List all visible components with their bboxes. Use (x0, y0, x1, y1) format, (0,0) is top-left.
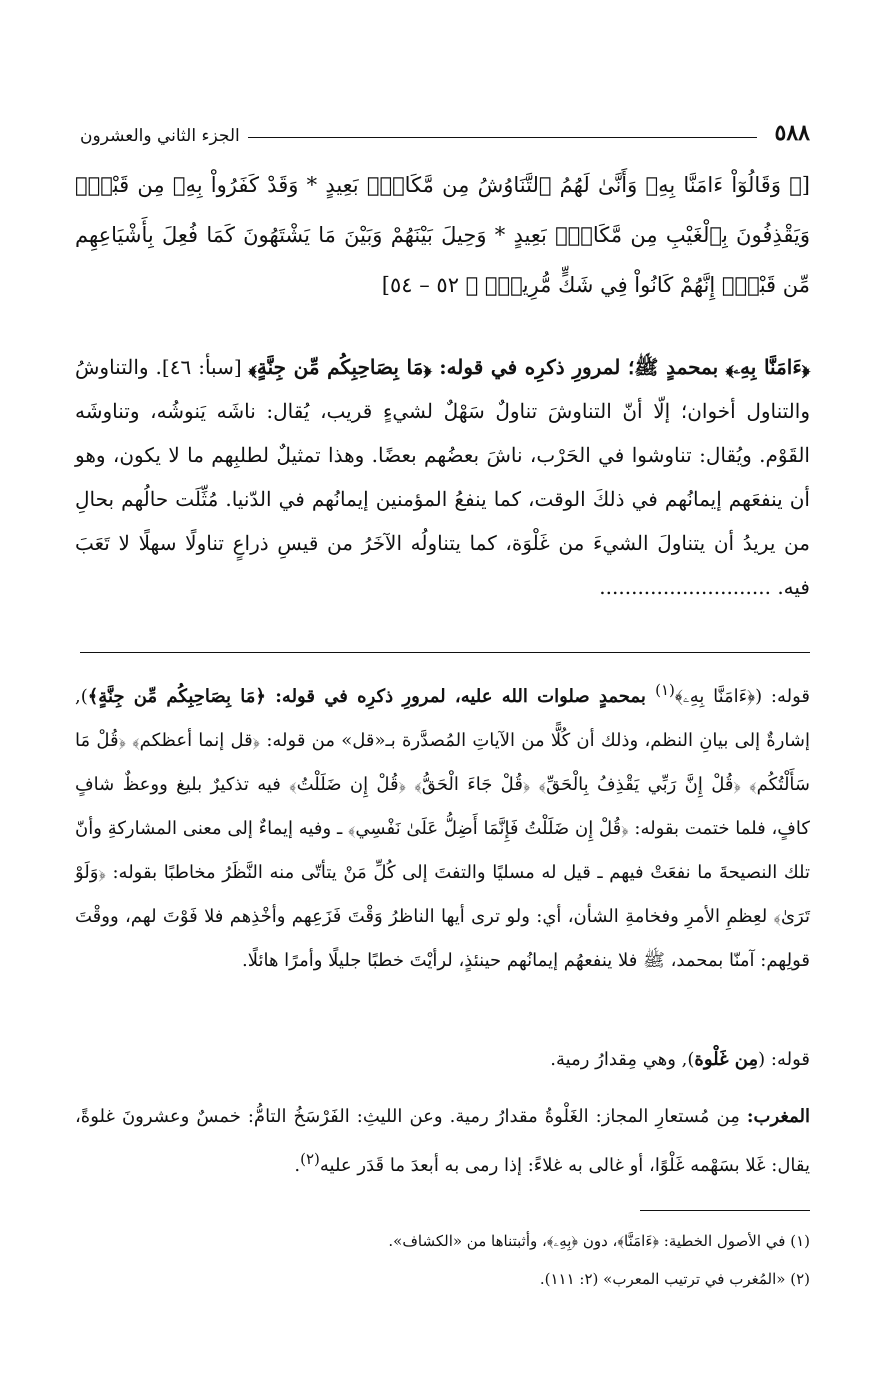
page-header (80, 112, 810, 146)
comm2-body: ), وهي مِقدارُ رمية. (550, 1049, 695, 1070)
commentary-paragraph-3 (75, 1096, 810, 1187)
main-lead: ﴿ءَامَنَّا بِهِۦ﴾ بمحمدٍ ﷺ؛ لمرورِ ذكرِه في قوله: ﴿مَا بِصَاحِبِكُم مِّن جِنَّةٍ﴾ (248, 355, 810, 379)
comm2-lead: قوله: ( (758, 1049, 810, 1070)
footnote-divider (640, 1210, 810, 1211)
footnote-marker-2: (٢) (300, 1150, 320, 1168)
commentary-paragraph-2 (75, 1038, 810, 1082)
comm1-bold: بمحمدٍ صلوات الله عليه، لمرورِ ذكرِه في قوله: ﴿مَا بِصَاحِبِكُم مِّن جِنَّةٍ﴾ (87, 686, 656, 707)
comm3-body: مِن مُستعارِ المجاز: الغَلْوةُ مقدارُ رمية. وعن الليثِ: الفَرْسَخُ التامُّ: خمسٌ وعشرونَ غلوةً، يقال: غَلا بسَهْمه غَلْوًا، أو غالى به غلاءً: إذا رمى به أبعدَ ما قَدَر عليه (75, 1106, 810, 1176)
comm1-lead: قوله: (﴿ءَامَنَّا بِهِۦ﴾ (674, 686, 810, 707)
main-body: [سبأ: ٤٦]. والتناوشُ والتناول أخوان؛ إلّا أنّ التناوشَ تناولٌ سَهْلٌ لشيءٍ قريب، يُقال: ناشَه يَنوشُه، وتناوشَه القَوْم. ويُقال: تناوشوا في الحَرْب، ناشَ بعضُهم بعضًا. وهذا تمثيلٌ لطلبِهم ما لا يكون، وهو أن ينفعَهم إيمانُهم في ذلكَ الوقت، كما ينفعُ المؤمنين إيمانُهم في الدّنيا. مُثِّلَت حالُهم بحالِ من يريدُ أن يتناولَ الشيءَ من غَلْوَة، كما يتناولُه الآخَرُ من قيسِ ذراعٍ تناولًا سهلًا لا تَعَبَ فيه. (75, 355, 810, 599)
ellipsis-dots: ........................... (599, 575, 778, 599)
footnote-marker-1: (١) (655, 681, 675, 699)
main-text (75, 345, 810, 609)
comm3-end: . (294, 1155, 301, 1176)
section-divider (80, 652, 810, 653)
commentary-paragraph-1 (75, 668, 810, 983)
header-rule (248, 137, 757, 138)
comm3-bold: المغرب: (746, 1106, 810, 1127)
comm2-bold: مِن غَلْوة (694, 1049, 759, 1070)
quran-verse-block: [﴿ وَقَالُوٓاْ ءَامَنَّا بِهِۦ وَأَنَّىٰ لَهُمُ ٱلتَّنَاوُشُ مِن مَّكَانٍۭ بَعِيدٍ * وَقَدْ كَفَرُواْ بِهِۦ مِن قَبْلُۖ وَيَقْذِفُونَ بِٱلْغَيْبِ مِن مَّكَانٍۭ بَعِيدٍ * وَحِيلَ بَيْنَهُمْ وَبَيْنَ مَا يَشْتَهُونَ كَمَا فُعِلَ بِأَشْيَاعِهِم مِّن قَبْلُۚ إِنَّهُمْ كَانُواْ فِي شَكٍّ مُّرِيبٍۭ ﴾ ٥٢ – ٥٤] (75, 173, 810, 297)
page-number: ٥٨٨ (774, 120, 810, 146)
running-title: الجزء الثاني والعشرون (80, 126, 240, 146)
footnote-1: (١) في الأصول الخطية: ﴿ءَامَنَّا﴾، دون ﴿بِهِۦ﴾، وأثبتناها من «الكشاف». (388, 1232, 810, 1250)
footnotes (75, 1222, 810, 1298)
footnote-2: (٢) «المُغرب في ترتيب المعرب» (٢: ١١١). (539, 1270, 810, 1288)
comm1-body: ), إشارةٌ إلى بيانِ النظم، وذلك أن كُلًّا من الآياتِ المُصدَّرة بـ«قل» من قوله: ﴿قل إنما أعظكم﴾ ﴿قُلْ مَا سَأَلْتُكُم﴾ ﴿قُلْ إِنَّ رَبِّي يَقْذِفُ بِالْحَقِّ﴾ ﴿قُلْ جَاءَ الْحَقُّ﴾ ﴿قُلْ إِن ضَلَلْتُ﴾ فيه تذكيرٌ بليغ ووعظٌ شافٍ كافٍ، فلما ختمت بقوله: ﴿قُلْ إِن ضَلَلْتُ فَإِنَّمَا أَضِلُّ عَلَىٰ نَفْسِي﴾ ـ وفيه إيماءٌ إلى معنى المشاركةِ وأنّ تلك النصيحةَ ما نفعَتْ فيهم ـ قيل له مسليًا والتفتَ إلى كُلِّ مَنْ يتأتّى منه النَّظَرُ مخاطبًا بقوله: ﴿وَلَوْ تَرَىٰ﴾ لعِظمِ الأمرِ وفخامةِ الشأن، أي: ولو ترى أيها الناظرُ وَقْتَ فَزَعِهم وأخْذِهم فلا فَوْتَ لهم، ووقْتَ قولِهم: آمنّا بمحمد، ﷺ فلا ينفعهُم إيمانُهم حينئذٍ، لرأيْتَ خطبًا جليلًا وأمرًا هائلًا. (75, 686, 810, 971)
